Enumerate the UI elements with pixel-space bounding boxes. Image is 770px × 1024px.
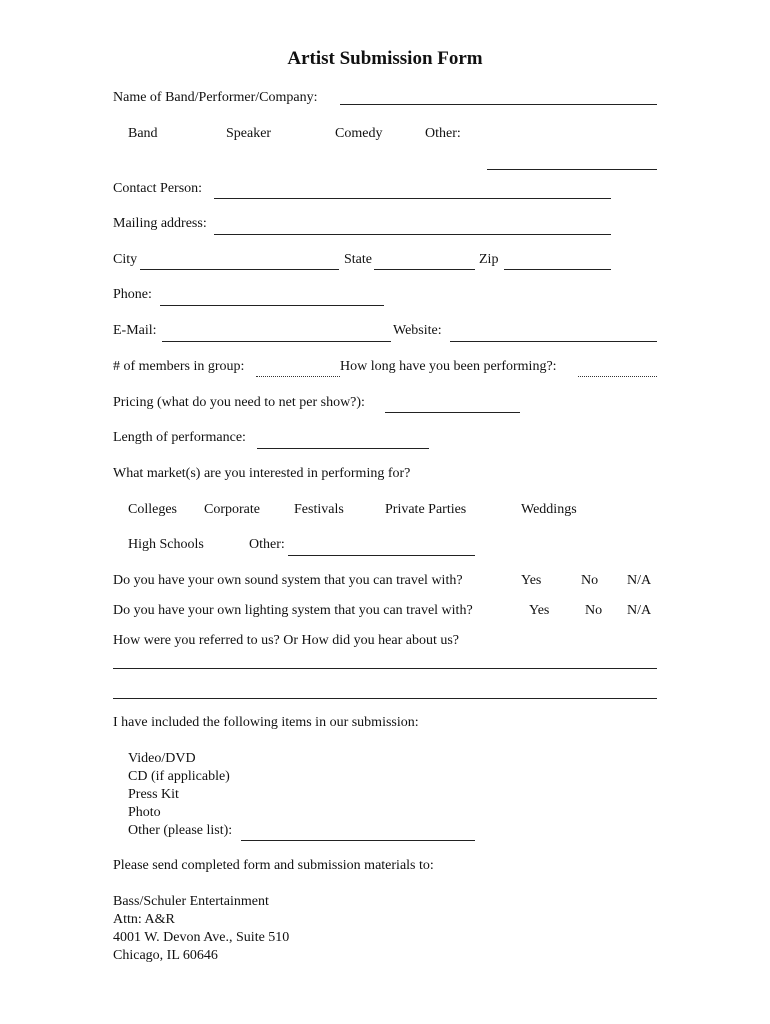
how-long-field[interactable] (578, 376, 657, 377)
website-field[interactable] (450, 341, 657, 342)
market-colleges[interactable]: Colleges (128, 502, 177, 517)
address-line-company: Bass/Schuler Entertainment (113, 894, 269, 909)
lighting-yes[interactable]: Yes (529, 603, 550, 618)
phone-label: Phone: (113, 287, 152, 302)
email-field[interactable] (162, 341, 391, 342)
state-label: State (344, 252, 372, 267)
item-cd[interactable]: CD (if applicable) (128, 769, 230, 784)
pricing-label: Pricing (what do you need to net per show?): (113, 395, 365, 410)
address-line-attn: Attn: A&R (113, 912, 175, 927)
address-line-street: 4001 W. Devon Ave., Suite 510 (113, 930, 290, 945)
market-private-parties[interactable]: Private Parties (385, 502, 467, 517)
pricing-field[interactable] (385, 412, 520, 413)
markets-question: What market(s) are you interested in performing for? (113, 466, 411, 481)
referred-question: How were you referred to us? Or How did you hear about us? (113, 633, 460, 648)
city-field[interactable] (140, 269, 339, 270)
name-field[interactable] (340, 104, 657, 105)
sound-yes[interactable]: Yes (521, 573, 542, 588)
referred-field-1[interactable] (113, 668, 657, 669)
contact-field[interactable] (214, 198, 611, 199)
act-type-other[interactable]: Other: (425, 126, 461, 141)
contact-label: Contact Person: (113, 181, 203, 196)
item-video-dvd[interactable]: Video/DVD (128, 751, 196, 766)
lighting-question: Do you have your own lighting system that you can travel with? (113, 603, 473, 618)
name-label: Name of Band/Performer/Company: (113, 90, 318, 105)
referred-field-2[interactable] (113, 698, 657, 699)
city-label: City (113, 252, 138, 267)
market-weddings[interactable]: Weddings (521, 502, 577, 517)
act-type-comedy[interactable]: Comedy (335, 126, 383, 141)
sound-no[interactable]: No (581, 573, 599, 588)
send-to-label: Please send completed form and submission materials to: (113, 858, 434, 873)
sound-na[interactable]: N/A (627, 573, 652, 588)
length-label: Length of performance: (113, 430, 246, 445)
zip-label: Zip (479, 252, 499, 267)
email-label: E-Mail: (113, 323, 157, 338)
zip-field[interactable] (504, 269, 611, 270)
state-field[interactable] (374, 269, 475, 270)
how-long-label: How long have you been performing?: (340, 359, 557, 374)
website-label: Website: (393, 323, 442, 338)
market-other-field[interactable] (288, 555, 475, 556)
market-other-label: Other: (249, 537, 285, 552)
act-type-speaker[interactable]: Speaker (226, 126, 272, 141)
members-label: # of members in group: (113, 359, 245, 374)
mailing-field[interactable] (214, 234, 611, 235)
market-corporate[interactable]: Corporate (204, 502, 260, 517)
lighting-no[interactable]: No (585, 603, 603, 618)
item-other-field[interactable] (241, 840, 475, 841)
item-other[interactable]: Other (please list): (128, 823, 233, 838)
members-field[interactable] (256, 376, 340, 377)
length-field[interactable] (257, 448, 429, 449)
phone-field[interactable] (160, 305, 384, 306)
act-type-other-field[interactable] (487, 169, 657, 170)
market-high-schools[interactable]: High Schools (128, 537, 204, 552)
item-photo[interactable]: Photo (128, 805, 161, 820)
act-type-band[interactable]: Band (128, 126, 158, 141)
sound-question: Do you have your own sound system that you can travel with? (113, 573, 463, 588)
form-title: Artist Submission Form (287, 48, 483, 69)
lighting-na[interactable]: N/A (627, 603, 652, 618)
market-festivals[interactable]: Festivals (294, 502, 344, 517)
mailing-label: Mailing address: (113, 216, 207, 231)
item-press-kit[interactable]: Press Kit (128, 787, 179, 802)
included-question: I have included the following items in our submission: (113, 715, 419, 730)
address-line-city: Chicago, IL 60646 (113, 948, 218, 963)
